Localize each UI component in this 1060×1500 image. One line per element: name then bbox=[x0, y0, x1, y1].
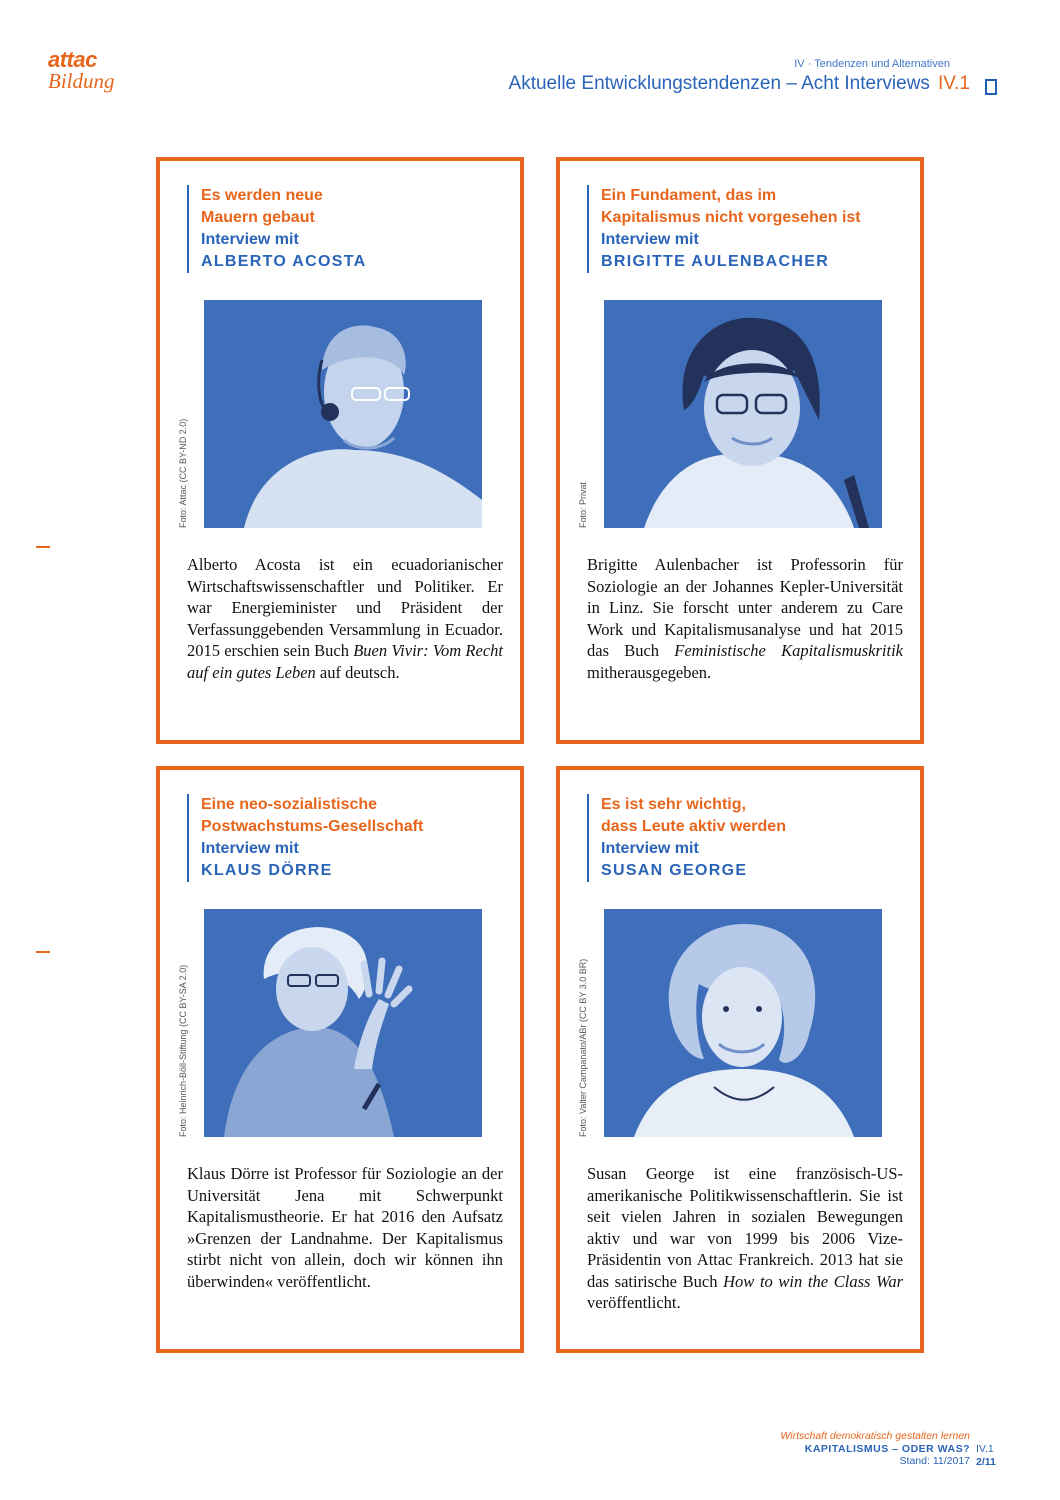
biography bbox=[587, 554, 903, 683]
card-title-line: Kapitalismus nicht vorgesehen ist bbox=[601, 209, 861, 226]
biography bbox=[587, 1163, 903, 1314]
interviewee-name: KLAUS DÖRRE bbox=[201, 862, 333, 879]
card-title-line: Postwachstums-Gesellschaft bbox=[201, 818, 424, 835]
bio-text: Brigitte Aulenbacher ist Professorin für Soziologie an der Johannes Kepler-Universität in Linz. Sie forscht unter anderem zu Care Work und Kapitalismusanalyse und hat 2015 das Buch bbox=[587, 555, 903, 660]
bio-text: Susan George ist eine französisch-US-amerikanische Politikwissenschaftlerin. Sie ist seit vielen Jahren in sozialen Bewegungen aktiv und war von 1999 bis 2006 Vize-Präsidentin von Attac Frankreich. 2013 hat sie das satirische Buch bbox=[587, 1164, 903, 1291]
card-title-line: dass Leute aktiv werden bbox=[601, 818, 786, 835]
portrait-photo bbox=[604, 909, 882, 1137]
interview-label: Interview mit bbox=[601, 231, 699, 248]
card-title-line: Ein Fundament, das im bbox=[601, 187, 777, 204]
book-title: Feministische Kapitalismuskritik bbox=[674, 641, 903, 660]
square-icon bbox=[985, 79, 997, 95]
fold-mark bbox=[36, 951, 50, 953]
photo-credit: Foto: Attac (CC BY-ND 2.0) bbox=[178, 418, 188, 528]
attac-bildung-logo bbox=[48, 47, 138, 93]
biography bbox=[187, 554, 503, 683]
chapter-number: IV.1 bbox=[937, 73, 970, 94]
bio-text: Alberto Acosta ist ein ecuadorianischer Wirtschaftswissenschaftler und Politiker. Er war Energieminister und Präsident der Verfassunggebenden Versammlung in Ecuador. 2015 erschien sein Buch bbox=[187, 555, 503, 660]
portrait-photo bbox=[204, 300, 482, 528]
card-title-line: Eine neo-sozialistische bbox=[201, 796, 378, 813]
book-title: Buen Vivir: Vom Recht auf ein gutes Leben bbox=[187, 641, 503, 682]
bio-text-end: veröffentlicht. bbox=[587, 1293, 681, 1312]
bio-text: Klaus Dörre ist Professor für Soziologie an der Universität Jena mit Schwerpunkt Kapitalismustheorie. Er hat 2016 den Aufsatz »Grenzen der Landnahme. Der Kapitalismus stirbt nicht von allein, doch wir können ihn überwinden« veröffentlicht. bbox=[187, 1164, 503, 1291]
portrait-photo bbox=[204, 909, 482, 1137]
footer-code: IV.1 bbox=[976, 1443, 994, 1455]
photo-credit: Foto: Valter Campanato/ABr (CC BY 3.0 BR) bbox=[578, 958, 588, 1137]
card-heading bbox=[587, 794, 786, 882]
card-heading bbox=[187, 185, 366, 273]
page-footer bbox=[780, 1430, 970, 1468]
page-title bbox=[509, 73, 970, 95]
photo-credit: Foto: Privat bbox=[578, 481, 588, 528]
interview-label: Interview mit bbox=[201, 231, 299, 248]
card-heading bbox=[187, 794, 423, 882]
logo-line-2: Bildung bbox=[48, 69, 115, 93]
interview-card-george bbox=[556, 766, 924, 1353]
card-title-line: Es ist sehr wichtig, bbox=[601, 796, 746, 813]
card-heading bbox=[587, 185, 861, 273]
interviewee-name: BRIGITTE AULENBACHER bbox=[601, 253, 830, 270]
interviewee-name: ALBERTO ACOSTA bbox=[201, 253, 367, 270]
footer-series: Wirtschaft demokratisch gestalten lernen bbox=[780, 1430, 970, 1442]
biography bbox=[187, 1163, 503, 1292]
page-number: 2/11 bbox=[976, 1455, 996, 1468]
fold-mark bbox=[36, 546, 50, 548]
photo-credit: Foto: Heinrich-Böll-Stiftung (CC BY-SA 2.0) bbox=[178, 964, 188, 1137]
book-title: How to win the Class War bbox=[723, 1271, 903, 1291]
footer-date: Stand: 11/2017 bbox=[899, 1455, 970, 1467]
logo-line-1: attac bbox=[48, 47, 97, 72]
portrait-photo bbox=[604, 300, 882, 528]
footer-page-info bbox=[976, 1443, 996, 1468]
interview-card-acosta bbox=[156, 157, 524, 744]
card-title-line: Es werden neue bbox=[201, 187, 323, 204]
interview-card-aulenbacher bbox=[556, 157, 924, 744]
section-label: IV · Tendenzen und Alternativen bbox=[794, 58, 950, 70]
interview-card-doerre bbox=[156, 766, 524, 1353]
interviewee-name: SUSAN GEORGE bbox=[601, 862, 748, 879]
page-title-text: Aktuelle Entwicklungstendenzen – Acht Interviews bbox=[508, 73, 930, 94]
bio-text-end: mitherausgegeben. bbox=[587, 662, 712, 682]
interview-label: Interview mit bbox=[601, 840, 699, 857]
bio-text-end: auf deutsch. bbox=[315, 662, 400, 682]
footer-title: KAPITALISMUS – ODER WAS? bbox=[804, 1442, 970, 1455]
card-title-line: Mauern gebaut bbox=[201, 209, 315, 226]
interview-label: Interview mit bbox=[201, 840, 299, 857]
